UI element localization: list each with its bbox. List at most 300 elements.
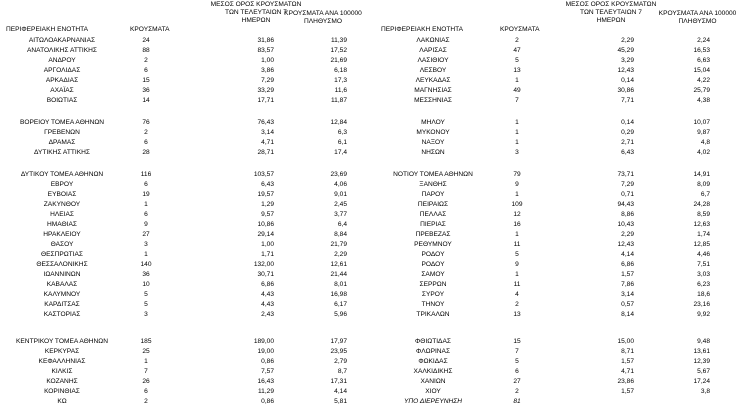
left-cell-per100k: 17,97 (330, 338, 347, 345)
left-cell-avg: 0,86 (261, 398, 274, 405)
left-cell-avg: 30,71 (257, 271, 274, 278)
right-header-avg7-line3: ΗΜΕΡΩΝ (596, 17, 626, 25)
left-cell-per100k: 6,4 (337, 221, 347, 228)
right-cell-avg: 8,71 (621, 348, 634, 355)
table-row (0, 200, 750, 210)
left-cell-name: ΑΝΑΤΟΛΙΚΗΣ ΑΤΤΙΚΗΣ (27, 47, 97, 54)
left-cell-cases: 1 (144, 251, 148, 258)
right-cell-name: ΝΟΤΙΟΥ ΤΟΜΕΑ ΑΘΗΝΩΝ (393, 171, 473, 178)
left-cell-name: ΑΝΔΡΟΥ (48, 57, 76, 64)
table-row (0, 387, 750, 397)
left-cell-cases: 6 (144, 211, 148, 218)
right-cell-per100k: 24,28 (693, 201, 710, 208)
right-cell-per100k: 3,8 (700, 388, 710, 395)
table-row (0, 96, 750, 106)
left-cell-per100k: 9,01 (334, 191, 347, 198)
left-cell-cases: 10 (142, 281, 150, 288)
left-cell-cases: 6 (144, 139, 148, 146)
right-cell-avg: 4,71 (621, 368, 634, 375)
right-cell-name: ΛΑΣΙΘΙΟΥ (417, 57, 449, 64)
left-cell-cases: 7 (144, 368, 148, 375)
right-cell-name: ΞΑΝΘΗΣ (419, 181, 447, 188)
table-row (0, 76, 750, 86)
table-row (0, 270, 750, 280)
table-row (0, 210, 750, 220)
right-cell-avg: 6,43 (621, 149, 634, 156)
left-header-avg7-line1: ΜΕΣΟΣ ΟΡΟΣ ΚΡΟΥΣΜΑΤΩΝ (210, 1, 302, 8)
left-cell-name: ΙΩΑΝΝΙΝΩΝ (43, 271, 81, 278)
left-cell-avg: 6,43 (261, 181, 274, 188)
left-cell-avg: 189,00 (253, 338, 274, 345)
right-cell-avg: 15,00 (617, 338, 634, 345)
left-cell-avg: 83,57 (257, 47, 274, 54)
left-cell-per100k: 11,6 (334, 87, 347, 94)
right-cell-per100k: 2,24 (697, 37, 710, 44)
right-cell-per100k: 9,87 (697, 129, 710, 136)
right-header-cases: ΚΡΟΥΣΜΑΤΑ (500, 26, 540, 33)
table-row (0, 138, 750, 148)
left-cell-cases: 24 (142, 37, 150, 44)
left-cell-per100k: 8,7 (337, 368, 347, 375)
left-cell-cases: 1 (144, 358, 148, 365)
left-cell-avg: 33,29 (257, 87, 274, 94)
left-cell-cases: 2 (144, 398, 148, 405)
left-cell-name: ΖΑΚΥΝΘΟΥ (43, 201, 81, 208)
left-cell-name: ΚΟΡΙΝΘΙΑΣ (44, 388, 80, 395)
right-cell-cases: 1 (515, 231, 519, 238)
right-cell-cases: 1 (515, 129, 519, 136)
right-cell-avg: 10,43 (617, 221, 634, 228)
right-cell-per100k: 12,85 (693, 241, 710, 248)
left-header-avg7-line2: ΤΩΝ ΤΕΛΕΥΤΑΙΩΝ 7 (225, 9, 287, 17)
left-cell-per100k: 4,14 (334, 388, 347, 395)
left-cell-avg: 103,57 (253, 171, 274, 178)
left-header-avg7-line3: ΗΜΕΡΩΝ (241, 17, 271, 25)
right-cell-avg: 3,14 (621, 291, 634, 298)
left-cell-cases: 116 (140, 171, 152, 178)
left-cell-per100k: 6,18 (334, 67, 347, 74)
left-cell-per100k: 6,17 (334, 301, 347, 308)
left-cell-name: ΚΑΡΔΙΤΣΑΣ (44, 301, 80, 308)
left-header-region: ΠΕΡΙΦΕΡΕΙΑΚΗ ΕΝΟΤΗΤΑ (6, 26, 89, 33)
left-cell-name: ΗΡΑΚΛΕΙΟΥ (43, 231, 81, 238)
left-cell-cases: 5 (144, 291, 148, 298)
left-cell-cases: 3 (144, 311, 148, 318)
left-cell-name: ΔΥΤΙΚΗΣ ΑΤΤΙΚΗΣ (34, 149, 90, 156)
left-cell-per100k: 5,96 (334, 311, 347, 318)
right-cell-name: ΧΑΛΚΙΔΙΚΗΣ (413, 368, 453, 375)
left-cell-name: ΘΑΣΟΥ (50, 241, 74, 248)
left-cell-name: ΚΙΛΚΙΣ (51, 368, 73, 375)
right-cell-per100k (650, 397, 710, 407)
left-cell-per100k: 6,1 (337, 139, 347, 146)
right-header-avg7-line2: ΤΩΝ ΤΕΛΕΥΤΑΙΩΝ 7 (580, 9, 642, 17)
left-cell-avg: 1,00 (261, 57, 274, 64)
right-cell-cases: 15 (513, 338, 521, 345)
left-cell-name: ΚΕΝΤΡΙΚΟΥ ΤΟΜΕΑ ΑΘΗΝΩΝ (16, 338, 108, 345)
right-cell-per100k: 6,7 (700, 191, 710, 198)
table-row (0, 280, 750, 290)
left-cell-per100k: 17,3 (334, 77, 347, 84)
left-cell-cases: 1 (144, 201, 148, 208)
left-cell-cases: 25 (142, 348, 150, 355)
table-row (0, 148, 750, 158)
right-cell-name: ΜΗΛΟΥ (421, 119, 445, 126)
left-cell-per100k: 4,06 (334, 181, 347, 188)
left-cell-cases: 36 (142, 87, 150, 94)
left-header-cases: ΚΡΟΥΣΜΑΤΑ (130, 26, 170, 33)
left-cell-per100k: 21,44 (330, 271, 347, 278)
table-row (0, 310, 750, 320)
right-cell-name: ΣΑΜΟΥ (421, 271, 445, 278)
right-cell-avg: 2,71 (621, 139, 634, 146)
left-cell-cases: 3 (144, 241, 148, 248)
right-cell-cases: 1 (515, 77, 519, 84)
table-row (0, 86, 750, 96)
left-cell-name: ΗΛΕΙΑΣ (50, 211, 74, 218)
right-header-per100k-line1: ΚΡΟΥΣΜΑΤΑ ΑΝΑ 100000 (658, 10, 737, 17)
right-cell-per100k: 16,53 (693, 47, 710, 54)
left-cell-name: ΒΟΙΩΤΙΑΣ (46, 97, 78, 104)
left-cell-avg: 4,43 (261, 291, 274, 298)
table-row (0, 128, 750, 138)
left-cell-avg: 76,43 (257, 119, 274, 126)
right-cell-avg: 1,57 (621, 358, 634, 365)
right-cell-per100k: 6,63 (697, 57, 710, 64)
right-cell-per100k: 18,6 (697, 291, 710, 298)
right-cell-per100k: 5,67 (697, 368, 710, 375)
table-row (0, 56, 750, 66)
right-cell-avg: 6,86 (621, 261, 634, 268)
left-cell-per100k: 17,4 (334, 149, 347, 156)
right-cell-cases: 13 (513, 311, 521, 318)
left-cell-avg: 7,29 (261, 77, 274, 84)
table-row (0, 230, 750, 240)
right-cell-per100k: 23,16 (693, 301, 710, 308)
right-cell-per100k: 1,74 (697, 231, 710, 238)
right-cell-avg: 12,43 (617, 67, 634, 74)
table-row (0, 397, 750, 407)
right-cell-avg: 3,29 (621, 57, 634, 64)
right-cell-cases: 81 (513, 398, 521, 405)
right-cell-avg: 7,29 (621, 181, 634, 188)
right-cell-per100k: 12,39 (693, 358, 710, 365)
left-cell-per100k: 12,61 (330, 261, 347, 268)
left-cell-avg: 4,71 (261, 139, 274, 146)
right-cell-cases: 1 (515, 119, 519, 126)
table-row (0, 36, 750, 46)
right-cell-name: ΥΠΟ ΔΙΕΡΕΥΝΗΣΗ (404, 398, 462, 405)
table-row (0, 190, 750, 200)
right-cell-cases: 5 (515, 251, 519, 258)
right-cell-per100k: 13,61 (693, 348, 710, 355)
left-cell-cases: 2 (144, 129, 148, 136)
table-row (0, 357, 750, 367)
right-cell-cases: 79 (513, 171, 521, 178)
right-cell-avg (572, 397, 634, 407)
right-cell-name: ΠΑΡΟΥ (421, 191, 445, 198)
table-row (0, 118, 750, 128)
right-header-avg7-line1: ΜΕΣΟΣ ΟΡΟΣ ΚΡΟΥΣΜΑΤΩΝ (565, 1, 657, 8)
right-cell-cases: 2 (515, 37, 519, 44)
table-row (0, 260, 750, 270)
right-cell-name: ΣΥΡΟΥ (421, 291, 445, 298)
right-cell-avg: 0,14 (621, 119, 634, 126)
left-cell-cases: 9 (144, 221, 148, 228)
right-cell-per100k: 8,59 (697, 211, 710, 218)
right-cell-name: ΜΑΓΝΗΣΙΑΣ (414, 87, 452, 94)
right-cell-avg: 0,57 (621, 301, 634, 308)
left-header-per100k-line1: ΚΡΟΥΣΜΑΤΑ ΑΝΑ 100000 (284, 10, 362, 17)
left-cell-avg: 1,00 (261, 241, 274, 248)
table-row (0, 66, 750, 76)
right-cell-per100k: 4,22 (697, 77, 710, 84)
left-cell-avg: 16,43 (257, 378, 274, 385)
left-cell-name: ΚΑΛΥΜΝΟΥ (43, 291, 81, 298)
left-cell-avg: 29,14 (257, 231, 274, 238)
left-cell-per100k: 8,84 (334, 231, 347, 238)
right-cell-name: ΤΗΝΟΥ (421, 301, 445, 308)
left-cell-per100k: 2,45 (334, 201, 347, 208)
right-header-per100k (650, 10, 745, 26)
left-cell-cases: 28 (142, 149, 150, 156)
left-cell-per100k: 2,29 (334, 251, 347, 258)
left-cell-name: ΓΡΕΒΕΝΩΝ (44, 129, 80, 136)
left-cell-avg: 17,71 (257, 97, 274, 104)
right-cell-name: ΡΕΘΥΜΝΟΥ (414, 241, 452, 248)
right-cell-avg: 7,86 (621, 281, 634, 288)
left-cell-name: ΚΑΒΑΛΑΣ (46, 281, 78, 288)
right-cell-name: ΠΕΙΡΑΙΩΣ (417, 201, 449, 208)
right-cell-name: ΛΕΣΒΟΥ (419, 67, 447, 74)
right-cell-name: ΧΑΝΙΩΝ (420, 378, 446, 385)
left-cell-per100k: 6,3 (337, 129, 347, 136)
left-cell-per100k: 17,52 (330, 47, 347, 54)
right-cell-name: ΣΕΡΡΩΝ (419, 281, 447, 288)
right-header-region: ΠΕΡΙΦΕΡΕΙΑΚΗ ΕΝΟΤΗΤΑ (381, 26, 464, 33)
right-cell-avg: 23,86 (617, 378, 634, 385)
right-cell-avg: 73,71 (617, 171, 634, 178)
left-cell-avg: 31,86 (257, 37, 274, 44)
right-cell-avg: 0,14 (621, 77, 634, 84)
left-cell-cases: 14 (142, 97, 150, 104)
right-cell-name: ΦΩΚΙΔΑΣ (418, 358, 448, 365)
left-cell-name: ΑΡΚΑΔΙΑΣ (45, 77, 79, 84)
right-cell-name: ΦΘΙΩΤΙΔΑΣ (415, 338, 451, 345)
left-cell-cases: 5 (144, 301, 148, 308)
left-cell-name: ΕΥΒΟΙΑΣ (47, 191, 77, 198)
right-cell-avg: 8,86 (621, 211, 634, 218)
right-cell-cases: 16 (513, 221, 521, 228)
right-cell-cases: 49 (513, 87, 521, 94)
left-cell-avg: 3,86 (261, 67, 274, 74)
right-cell-cases: 11 (513, 281, 521, 288)
right-cell-name: ΤΡΙΚΑΛΩΝ (416, 311, 450, 318)
table-row (0, 46, 750, 56)
right-cell-avg: 1,57 (621, 388, 634, 395)
left-cell-per100k: 12,84 (330, 119, 347, 126)
right-cell-cases: 5 (515, 358, 519, 365)
right-cell-name: ΛΑΡΙΣΑΣ (419, 47, 447, 54)
left-cell-name: ΚΕΡΚΥΡΑΣ (44, 348, 80, 355)
left-cell-avg: 19,57 (257, 191, 274, 198)
left-cell-cases: 76 (142, 119, 150, 126)
left-cell-cases: 19 (142, 191, 150, 198)
right-cell-name: ΜΕΣΣΗΝΙΑΣ (414, 97, 452, 104)
right-cell-per100k: 15,04 (693, 67, 710, 74)
left-cell-per100k: 23,95 (330, 348, 347, 355)
right-cell-avg: 12,43 (617, 241, 634, 248)
left-cell-cases: 15 (142, 77, 150, 84)
left-cell-cases: 88 (142, 47, 150, 54)
left-cell-name: ΕΒΡΟΥ (50, 181, 74, 188)
left-cell-per100k: 5,81 (334, 398, 347, 405)
table-row (0, 220, 750, 230)
left-cell-avg: 11,29 (257, 388, 274, 395)
table-row (0, 377, 750, 387)
left-cell-cases: 2 (144, 57, 148, 64)
right-cell-cases: 47 (513, 47, 521, 54)
right-cell-per100k: 6,23 (697, 281, 710, 288)
left-cell-per100k: 23,69 (330, 171, 347, 178)
right-cell-cases: 4 (515, 291, 519, 298)
right-header-per100k-line2: ΠΛΗΘΥΣΜΟ (678, 18, 717, 26)
left-cell-name: ΑΧΑΪΑΣ (50, 87, 74, 94)
left-cell-name: ΒΟΡΕΙΟΥ ΤΟΜΕΑ ΑΘΗΝΩΝ (19, 119, 105, 126)
left-cell-name: ΔΥΤΙΚΟΥ ΤΟΜΕΑ ΑΘΗΝΩΝ (20, 171, 104, 178)
left-cell-name: ΘΕΣΣΑΛΟΝΙΚΗΣ (36, 261, 88, 268)
left-cell-avg: 1,71 (261, 251, 274, 258)
left-cell-per100k: 21,79 (330, 241, 347, 248)
right-cell-cases: 1 (515, 191, 519, 198)
right-cell-cases: 9 (515, 261, 519, 268)
left-cell-per100k: 17,31 (330, 378, 347, 385)
right-cell-per100k: 10,07 (693, 119, 710, 126)
right-cell-avg: 2,29 (621, 37, 634, 44)
table-row (0, 300, 750, 310)
left-cell-avg: 9,57 (261, 211, 274, 218)
right-cell-avg: 1,57 (621, 271, 634, 278)
right-cell-per100k: 4,38 (697, 97, 710, 104)
right-cell-per100k: 17,24 (693, 378, 710, 385)
left-cell-cases: 6 (144, 181, 148, 188)
right-cell-cases: 13 (513, 67, 521, 74)
right-cell-name: ΠΕΛΛΑΣ (419, 211, 447, 218)
table-row (0, 170, 750, 180)
right-cell-per100k: 8,09 (697, 181, 710, 188)
left-cell-per100k: 11,39 (330, 37, 347, 44)
right-cell-cases: 2 (515, 301, 519, 308)
left-cell-name: ΑΙΤΩΛΟΑΚΑΡΝΑΝΙΑΣ (28, 37, 96, 44)
right-cell-cases: 7 (515, 97, 519, 104)
left-cell-per100k: 16,98 (330, 291, 347, 298)
table-row (0, 367, 750, 377)
right-cell-avg: 0,29 (621, 129, 634, 136)
right-cell-avg: 45,29 (617, 47, 634, 54)
table-row (0, 240, 750, 250)
right-cell-name: ΧΙΟΥ (425, 388, 441, 395)
left-header-per100k-line2: ΠΛΗΘΥΣΜΟ (304, 18, 342, 26)
right-cell-name: ΡΟΔΟΥ (421, 251, 445, 258)
left-cell-avg: 2,43 (261, 311, 274, 318)
right-cell-name: ΜΥΚΟΝΟΥ (416, 129, 450, 136)
right-cell-cases: 109 (511, 201, 523, 208)
right-cell-cases: 1 (515, 271, 519, 278)
left-cell-cases: 185 (140, 338, 152, 345)
left-cell-avg: 7,57 (261, 368, 274, 375)
left-cell-avg: 28,71 (257, 149, 274, 156)
table-row (0, 290, 750, 300)
right-cell-cases: 9 (515, 181, 519, 188)
left-cell-per100k: 11,87 (330, 97, 347, 104)
right-cell-name: ΠΡΕΒΕΖΑΣ (415, 231, 451, 238)
right-cell-avg: 94,43 (617, 201, 634, 208)
right-cell-cases: 6 (515, 368, 519, 375)
right-cell-avg: 8,14 (621, 311, 634, 318)
right-cell-cases: 5 (515, 57, 519, 64)
left-cell-per100k: 3,77 (334, 211, 347, 218)
right-cell-per100k: 4,8 (700, 139, 710, 146)
table-row (0, 337, 750, 347)
right-cell-name: ΠΙΕΡΙΑΣ (420, 221, 446, 228)
left-cell-name: ΚΑΣΤΟΡΙΑΣ (43, 311, 81, 318)
left-cell-avg: 0,86 (261, 358, 274, 365)
left-cell-avg: 10,86 (257, 221, 274, 228)
right-cell-per100k: 14,91 (693, 171, 710, 178)
left-cell-per100k: 21,69 (330, 57, 347, 64)
right-cell-avg: 4,14 (621, 251, 634, 258)
right-cell-per100k: 7,51 (697, 261, 710, 268)
left-cell-name: ΚΕΦΑΛΛΗΝΙΑΣ (38, 358, 86, 365)
left-cell-avg: 132,00 (253, 261, 274, 268)
table-row (0, 180, 750, 190)
table-row (0, 347, 750, 357)
left-cell-cases: 26 (142, 378, 150, 385)
left-cell-per100k: 8,01 (334, 281, 347, 288)
right-cell-name: ΦΛΩΡΙΝΑΣ (415, 348, 451, 355)
right-cell-avg: 0,71 (621, 191, 634, 198)
right-cell-cases: 7 (515, 348, 519, 355)
left-cell-per100k: 2,79 (334, 358, 347, 365)
left-cell-cases: 6 (144, 67, 148, 74)
right-cell-per100k: 12,63 (693, 221, 710, 228)
left-cell-name: ΑΡΓΟΛΙΔΑΣ (43, 67, 81, 74)
right-cell-name: ΝΑΞΟΥ (421, 139, 445, 146)
right-cell-avg: 2,29 (621, 231, 634, 238)
right-cell-cases: 1 (515, 139, 519, 146)
left-cell-avg: 6,86 (261, 281, 274, 288)
left-header-per100k (278, 10, 368, 26)
left-cell-avg: 3,14 (261, 129, 274, 136)
left-cell-name: ΗΜΑΘΙΑΣ (47, 221, 77, 228)
right-cell-name: ΛΕΥΚΑΔΑΣ (415, 77, 451, 84)
right-cell-name: ΡΟΔΟΥ (421, 261, 445, 268)
right-cell-cases: 12 (513, 211, 521, 218)
left-cell-avg: 19,00 (257, 348, 274, 355)
right-cell-per100k: 4,46 (697, 251, 710, 258)
right-cell-per100k: 3,03 (697, 271, 710, 278)
right-cell-cases: 11 (513, 241, 521, 248)
right-cell-name: ΛΑΚΩΝΙΑΣ (416, 37, 450, 44)
left-cell-name: ΔΡΑΜΑΣ (48, 139, 76, 146)
left-cell-cases: 140 (140, 261, 152, 268)
left-cell-cases: 36 (142, 271, 150, 278)
right-cell-avg: 30,86 (617, 87, 634, 94)
left-cell-name: ΘΕΣΠΡΩΤΙΑΣ (40, 251, 84, 258)
left-cell-name: ΚΟΖΑΝΗΣ (46, 378, 78, 385)
right-cell-cases: 27 (513, 378, 521, 385)
right-cell-name: ΝΗΣΩΝ (421, 149, 445, 156)
